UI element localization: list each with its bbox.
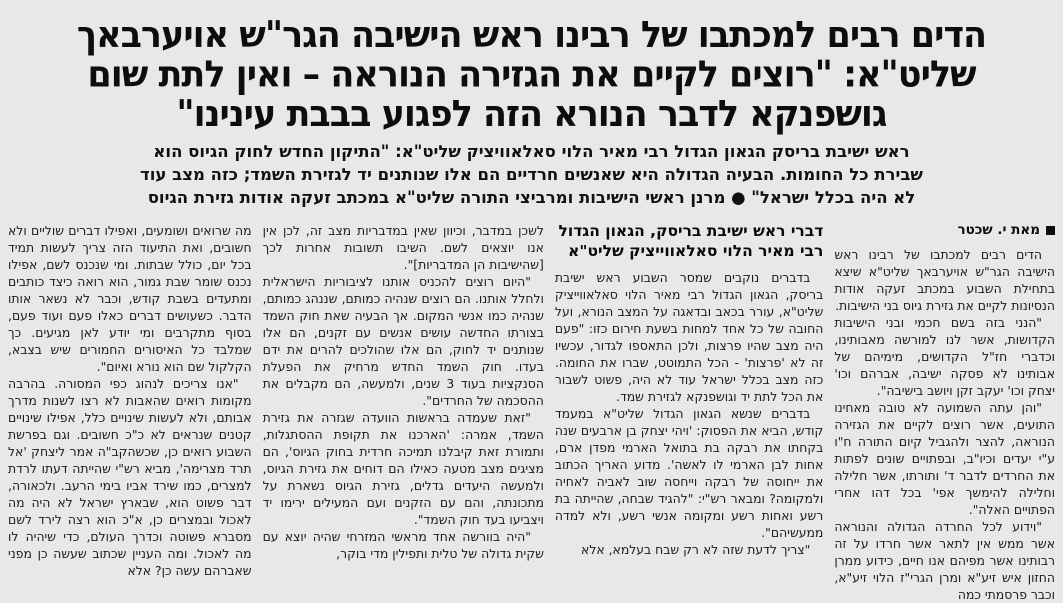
main-headline [14,16,1049,135]
paragraph: "זאת שעמדה בראשות הוועדה שגזרה את גזירת השמד, אמרה: 'הארכנו את תקופת ההסתגלות, ותמורת זאת קיבלנו תמיכה חרדית בחוק הגיוס', הם מציגים מצב מטעה כאילו הם דוחים את גזירת הגיוס, ולמעשה היעדים גדלים, גזירת הגיוס נשארת על מתכונתה, והם עם הזקנים ועם המעילים ירימו יד ויצביעו בעד חוק השמד". [262,410,544,527]
section-header-line-2: רבי מאיר הלוי סאלאווייציק שליט"א [568,241,824,260]
subheadline-line-2: שבירת כל החומות. הבעיה הגדולה היא שאנשים חרדיים הם אלו שנותנים יד לגזירת השמד; כזה מצב עוד [140,165,923,184]
byline [834,222,1055,239]
byline-text: מאת י. שכטר [957,222,1040,238]
article-column-2 [555,222,823,603]
paragraph: "הנני בזה בשם חכמי ובני הישיבות הקדושות, אשר לנו למורשה מאבותינו, וכדברי חז"ל הקדושים, מימיהם של אבותינו לא פסקה ישיבה, אברהם וכו' יצחק וכו' יעקב זקן ויושב בישיבה". [834,315,1055,398]
headline-line-1: הדים רבים למכתבו של רבינו ראש הישיבה הגר"ש אויערבאך [76,14,987,57]
paragraph: "והן עתה השמועה לא טובה מאחינו התועים, אשר רוצים לקיים את הגזירה הנוראה, להצר ולהגביל קיום התורה ח"ו ע"י יעדים וכיו"ב, ובפתויים שונים לפתות את החרדים לדבר ד' ותורתו, אשר חלילה וחלילה להימשך אפי' בכל דהו אחרי הפתויים האלה". [834,400,1055,517]
paragraph: "היום רוצים להכניס אותנו לציבוריות הישראלית ולחלל אותנו. הם רוצים שנהיה כמותם, שננהג כמותם, שנהיה כמו אנשי המקום. אך הבעיה שאת חוק השמד בצורתו החדשה עושים אנשים עם זקנים, הם אלו שנותנים יד לחוק, הם אלו שהולכים להרים את ידם בעדו. חוק השמד החדש מרחיק את הפעלת הסנקציות בעוד 3 שנים, ולמעשה, הם מקבלים את ההסכמה של החרדים". [262,274,544,408]
article-column-4 [8,222,252,603]
subheadline-line-3: לא היה בכלל ישראל" ● מרנן ראשי הישיבות ומרביצי התורה שליט"א במכתב זעקה אודות גזירת הגיוס [147,188,916,207]
paragraph: מה שרואים ושומעים, ואפילו דברים שוליים ולא חשובים, ואת התיעוד הזה צריך לעשות תמיד בכל יום, כולל שבתות. ומי שנכנס לשם, אפילו נכנס שומר שבת גמור, הוא רואה כיצד כותבים ומתעדים בשבת קודש, וכבר לא נשאר אותו הדבר. כשעושים דברים כאלו פעם ועוד פעם, בסוף מתקרבים ומי יודע לאן מגיעים. כך שמלבד כל האיסורים החמורים שיש בצבא, הקלקול שם הוא נורא ואיום". [8,223,252,374]
section-header [555,222,823,261]
article-body [8,222,1055,603]
subheadline-line-1: ראש ישיבת בריסק הגאון הגדול רבי מאיר הלוי סאלאוויציק שליט"א: "התיקון החדש לחוק הגיוס הוא [153,142,910,161]
article-column-1 [834,222,1055,603]
paragraph: לשכן במדבר, וכיוון שאין במדבריות מצב זה, לכן אין אנו יוצאים לשם. השיבו תשובות אחרות לכך [שהישיבות הן המדבריות]". [262,223,544,272]
sub-headline [38,140,1025,209]
headline-line-2: שליט"א: "רוצים לקיים את הגזירה הנוראה – ואין לתת שום [87,54,976,97]
headline-line-3: גושפנקא לדבר הנורא הזה לפגוע בבבת עינינו" [176,94,887,136]
paragraph: הדים רבים למכתבו של רבינו ראש הישיבה הגר"ש אויערבאך שליט"א שיצא בתחילת השבוע במכתב זעקה אודות הנסיונות לקיים את גזירת גיוס בני הישיבות. [834,247,1055,313]
paragraph: "היה בוורשה אחד מראשי המזרחי שהיה יוצא עם שקית גדולה של טלית ותפילין מדי בוקר, [262,529,544,561]
paragraph: בדברים שנשא הגאון הגדול שליט"א במעמד קודש, הביא את הפסוק: 'ויהי יצחק בן ארבעים שנה בקחתו את רבקה בת בתואל הארמי מפדן ארם, אחות לבן הארמי לו לאשה'. מדוע האריך הכתוב את ייחוסה של רבקה וייחסה שוב לאביה לאחיה ולמקומה? ומבאר רש"י: "להגיד שבחה, שהייתה בת רשע ואחות רשע ומקומה אנשי רשע, ולא למדה ממעשיהם". [554,406,824,540]
section-header-line-1: דברי ראש ישיבת בריסק, הגאון הגדול [558,222,824,240]
article-column-3 [263,222,544,603]
byline-square-icon [1046,226,1055,235]
paragraph: בדברים נוקבים שמסר השבוע ראש ישיבת בריסק, הגאון הגדול רבי מאיר הלוי סאלאווייציק שליט"א, עורר בכאב ובדאגה על המצב הנורא, ועל החובה של כל אחד למחות בשעת חירום כזו: "פעם היה מצב שהיו פרצות, ולכן התאספו לגדור, עכשיו זה לא 'פרצות' - הכל התמוטט, שברו את החומה. כזה מצב בכלל ישראל עוד לא היה, פשוט לשבור את הכל לתת יד וגושפנקא לגזירת שמד. [554,270,824,404]
paragraph: "וידוע לכל החרדה הגדולה והנוראה אשר ממש אין לתאר אשר חרדו על זה רבותינו אשר מפיהם אנו חיים, כידוע ממרן החזון איש זיע"א ומרן הגרי"ז הלוי זיע"א, וכבר פרסמתי כמה [834,519,1055,602]
paragraph: "צריך לדעת שזה לא רק שבח בעלמא, אלא [581,542,811,557]
paragraph: "אנו צריכים לנהוג כפי המסורה. בהרבה מקומות רואים שהאבות לא רצו לשנות מדרך אבותם, ולא לעשות שינויים כלל, אפילו שינויים קטנים שנראים לא כ"כ חשובים. וגם בפרשת השבוע רואים כן, שכשהקב"ה אמר ליצחק 'אל תרד מצרימה', מביא רש"י שהייתה דעתו לרדת למצרים, כמו שירד אביו בימי הרעב. ולכאורה, דבר פשוט הוא, שבארץ ישראל לא היה מה לאכול ובמצרים כן, א"כ הוא רצה לירד לשם מסברא פשוטה וכדרך העולם, כדי שיהיה לו מה לאכול. ומה העניין שכתוב שעשה כן מפני שאברהם עשה כן? אלא [8,376,252,578]
